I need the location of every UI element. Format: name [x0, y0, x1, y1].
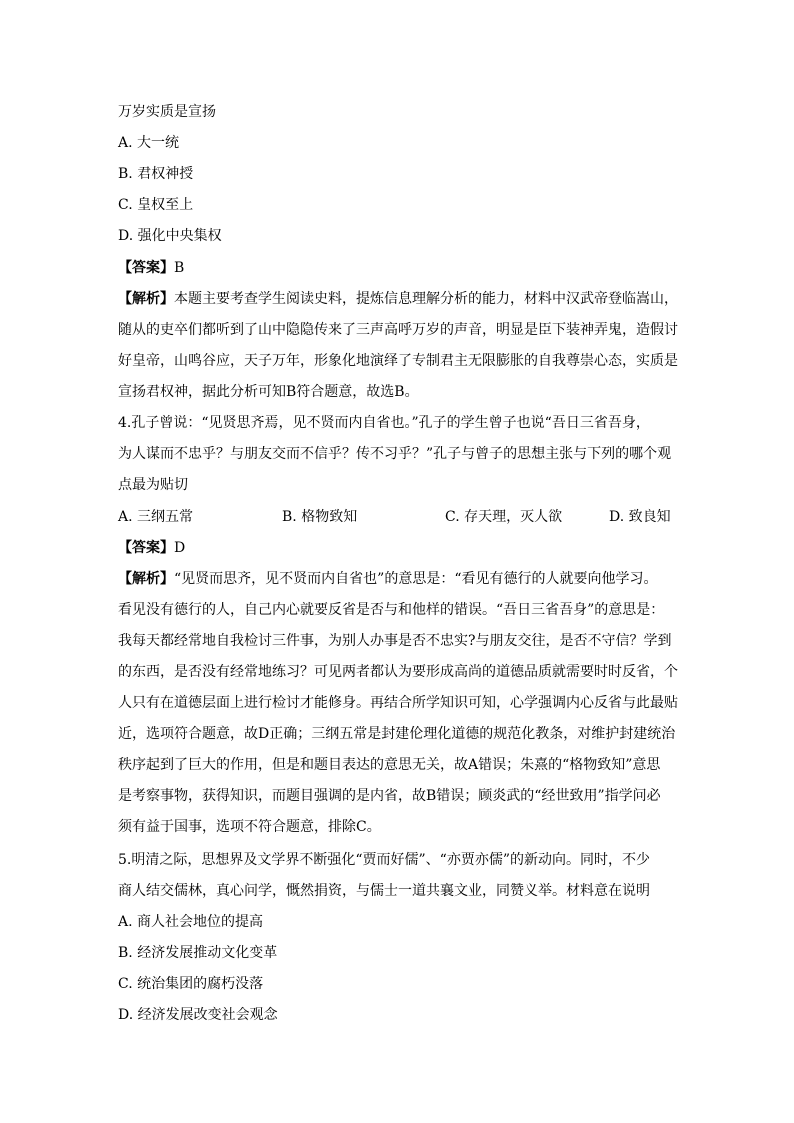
analysis-label: 【解析】	[118, 291, 174, 307]
q4-analysis-line-9: 须有益于国事，选项不符合题意，排除C。	[118, 819, 381, 835]
analysis-text: “见贤而思齐，见不贤而内自省也”的意思是：“看见有德行的人就要向他学习。	[174, 571, 658, 587]
q4-analysis-line-6: 近，选项符合题意，故D正确；三纲五常是封建伦理化道德的规范化教条，对维护封建统治	[118, 726, 676, 742]
q4-option-b: B. 格物致知	[282, 509, 358, 525]
q5-stem-line-1: 5.明清之际，思想界及文学界不断强化“贾而好儒”、“亦贾亦儒”的新动向。同时，不少	[118, 852, 650, 868]
q5-option-b: B. 经济发展推动文化变革	[118, 945, 278, 961]
analysis-label: 【解析】	[118, 571, 174, 587]
q3-option-a: A. 大一统	[118, 135, 180, 151]
q3-analysis-line-1	[118, 289, 678, 309]
q4-option-a: A. 三纲五常	[118, 509, 194, 525]
q3-option-c: C. 皇权至上	[118, 197, 194, 213]
q4-analysis-line-8: 是考察事物，获得知识，而题目强调的是内省，故B错误；顾炎武的“经世致用”指学问必	[118, 788, 661, 804]
q4-analysis-line-5: 人只有在道德层面上进行检讨才能修身。再结合所学知识可知，心学强调内心反省与此最贴	[118, 695, 678, 711]
q3-analysis-line-3: 好皇帝，山鸣谷应，天子万年，形象化地演绎了专制君主无限膨胀的自我尊崇心态，实质是	[118, 353, 678, 369]
q5-stem-line-2: 商人结交儒林，真心问学，慨然捐资，与儒士一道共襄文业，同赞义举。材料意在说明	[118, 883, 650, 899]
answer-label: 【答案】	[118, 260, 174, 276]
q4-option-d: D. 致良知	[609, 509, 671, 525]
q4-stem-line-1: 4.孔子曾说：“见贤思齐焉，见不贤而内自省也。”孔子的学生曾子也说“吾日三省吾身，	[118, 415, 650, 431]
q5-option-a: A. 商人社会地位的提高	[118, 914, 264, 930]
q4-answer	[118, 538, 185, 558]
q5-option-c: C. 统治集团的腐朽没落	[118, 976, 264, 992]
q4-analysis-line-2: 看见没有德行的人，自己内心就要反省是否与和他样的错误。“吾日三省吾身”的意思是：	[118, 602, 665, 618]
q4-analysis-line-7: 秩序起到了巨大的作用，但是和题目表达的意思无关，故A错误；朱熹的“格物致知”意思	[118, 757, 661, 773]
q3-analysis-line-4: 宣扬君权神，据此分析可知B符合题意，故选B。	[118, 384, 419, 400]
q4-option-c: C. 存天理，灭人欲	[445, 509, 563, 525]
q3-option-d: D. 强化中央集权	[118, 228, 222, 244]
q3-stem-end: 万岁实质是宣扬	[118, 104, 216, 120]
q4-stem-line-3: 点最为贴切	[118, 477, 188, 493]
q3-option-b: B. 君权神授	[118, 166, 194, 182]
q3-answer	[118, 258, 184, 278]
q4-analysis-line-4: 的东西，是否没有经常地练习？可见两者都认为要形成高尚的道德品质就需要时时反省，个	[118, 664, 678, 680]
answer-value: D	[174, 540, 186, 556]
answer-label: 【答案】	[118, 540, 174, 556]
q4-analysis-line-1	[118, 569, 657, 589]
q4-analysis-line-3: 我每天都经常地自我检讨三件事，为别人办事是否不忠实?与朋友交往，是否不守信？学到	[118, 633, 672, 649]
q3-analysis-line-2: 随从的吏卒们都听到了山中隐隐传来了三声高呼万岁的声音，明显是臣下装神弄鬼，造假讨	[118, 322, 678, 338]
analysis-text: 本题主要考查学生阅读史料，提炼信息理解分析的能力，材料中汉武帝登临嵩山，	[174, 291, 678, 307]
q4-stem-line-2: 为人谋而不忠乎？与朋友交而不信乎？传不习乎？”孔子与曾子的思想主张与下列的哪个观	[118, 446, 672, 462]
q5-option-d: D. 经济发展改变社会观念	[118, 1007, 278, 1023]
answer-value: B	[174, 260, 185, 276]
